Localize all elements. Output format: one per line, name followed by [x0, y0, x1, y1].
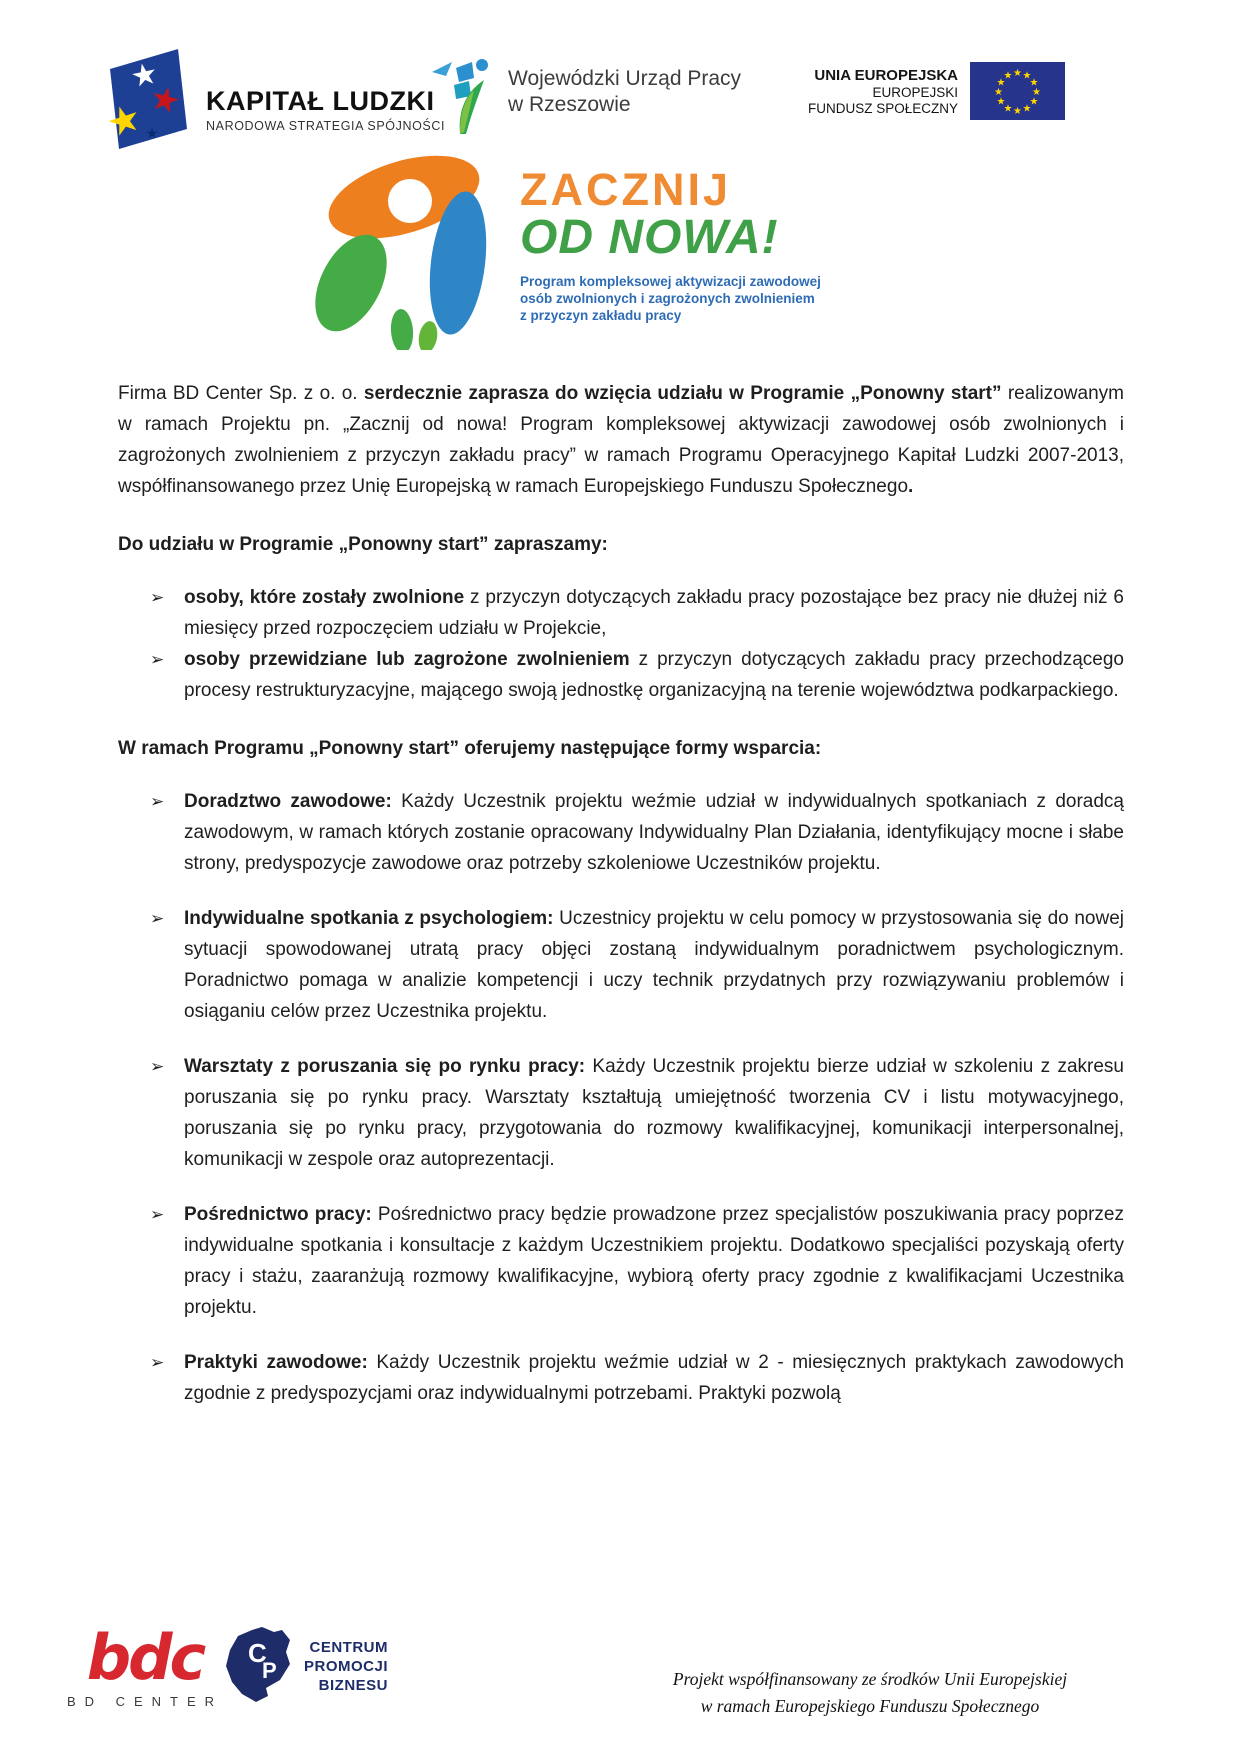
list-item [118, 903, 1124, 1027]
invite-heading: Do udziału w Programie „Ponowny start” zapraszamy: [118, 534, 608, 555]
cofinancing-note [600, 1666, 1140, 1720]
list-item-rest: z przyczyn dotyczących zakładu pracy pozostające bez pracy nie dłużej niż 6 miesięcy przed rozpoczęciem udziału w Projekcie, [184, 587, 1124, 639]
list-item-bold: osoby przewidziane lub zagrożone zwolnieniem [184, 649, 630, 670]
program-title-line2: OD NOWA! [520, 211, 779, 264]
list-item-rest: z przyczyn dotyczących zakładu pracy przechodzącego procesy restrukturyzacyjne, mającego swoją jednostkę organizacyjną na terenie województwa podkarpackiego. [184, 649, 1124, 701]
footer [0, 1618, 1240, 1754]
svg-text:★: ★ [996, 96, 1006, 108]
list-item-bold: osoby, które zostały zwolnione [184, 587, 465, 608]
list-item [118, 786, 1124, 879]
list-item-rest: Uczestnicy projektu w celu pomocy w przystosowania się do nowej sytuacji spowodowanej utratą pracy objęci zostaną indywidualnym poradnictwem psychologicznym. Poradnictwo pomaga w analizie kompetencji i uczy technik przydatnych przy rozwiązywaniu problemów i osiąganiu celów przez Uczestnika projektu. [184, 908, 1124, 1022]
wup-line1: Wojewódzki Urząd Pracy [508, 67, 742, 90]
list-item [118, 644, 1124, 706]
bd-center-caption: BD CENTER [66, 1694, 224, 1709]
svg-text:★: ★ [996, 77, 1006, 89]
bullet-arrow-icon: ➢ [150, 650, 165, 669]
eu-line3: FUNDUSZ SPOŁECZNY [807, 101, 958, 116]
list-item-rest: Każdy Uczestnik projektu bierze udział w szkoleniu z zakresu poruszania się po rynku pracy. Warsztaty kształtują umiejętność tworzenia CV i listu motywacyjnego, poruszania się po rynku pracy, przygotowania do rozmowy kwalifikacyjnej, komunikacji interpersonalnej, komunikacji w zespole oraz autoprezentacji. [184, 1056, 1124, 1170]
cofinancing-note-line2: w ramach Europejskiego Funduszu Społecznego [700, 1696, 1040, 1716]
intro-bold1: serdecznie zaprasza do wzięcia udziału w Programie „Ponowny start” [363, 383, 1002, 404]
wup-line2: w Rzeszowie [508, 93, 631, 116]
wup-rzeszow-logo [430, 52, 741, 141]
list-item-rest: Każdy Uczestnik projektu weźmie udział w indywidualnych spotkaniach z doradcą zawodowym, w ramach których zostanie opracowany Indywidualny Plan Działania, identyfikujący mocne i słabe strony, predyspozycje zawodowe oraz potrzeby szkoleniowe Uczestników projektu. [184, 791, 1124, 874]
program-subtitle-line1: Program kompleksowej aktywizacji zawodowej [520, 274, 821, 289]
svg-text:★: ★ [1029, 96, 1039, 108]
svg-text:★: ★ [1029, 77, 1039, 89]
eu-flag-icon [970, 62, 1065, 125]
list-item-bold: Warsztaty z poruszania się po rynku pracy: [184, 1056, 586, 1077]
list-item-rest: Pośrednictwo pracy będzie prowadzone przez specjalistów poszukiwania pracy poprzez indywidualne spotkania i konsultacje z każdym Uczestnikiem projektu. Dodatkowo specjaliści pozyskają oferty pracy i stażu, zaaranżują rozmowy kwalifikacyjne, wybiorą oferty pracy zgodnie z kwalifikacjami Uczestnika projektu. [184, 1204, 1125, 1318]
bullet-arrow-icon: ➢ [150, 909, 165, 928]
bd-center-wordmark: bdc [86, 1621, 204, 1694]
svg-text:★: ★ [1013, 68, 1022, 79]
svg-text:★: ★ [1013, 106, 1022, 117]
centrum-promocji-biznesu-logo [222, 1626, 388, 1711]
intro-normal2: realizowanym w ramach Projektu pn. „Zacznij od nowa! Program kompleksowej aktywizacji zawodowej osób zwolnionych i zagrożonych zwolnieniem z przyczyn zakładu pracy” w ramach Programu Operacyjnego Kapitał Ludzki 2007-2013, współfinansowanego przez Unię Europejską w ramach Europejskiego Funduszu Społecznego [118, 383, 1124, 497]
svg-text:★: ★ [1032, 87, 1041, 98]
svg-text:★: ★ [1022, 103, 1032, 115]
intro-paragraph [118, 378, 1124, 502]
svg-text:★: ★ [1022, 70, 1032, 82]
list-item [118, 1199, 1124, 1323]
svg-text:★: ★ [994, 87, 1003, 98]
list-item [118, 1051, 1124, 1175]
wup-bird-icon [430, 52, 498, 141]
bullet-arrow-icon: ➢ [150, 792, 165, 811]
cpb-text [304, 1638, 388, 1695]
eu-line2: EUROPEJSKI [872, 85, 958, 100]
cpb-line3: BIZNESU [318, 1677, 389, 1694]
svg-text:★: ★ [101, 96, 147, 147]
cpb-line1: CENTRUM [309, 1639, 389, 1656]
bullet-arrow-icon: ➢ [150, 1353, 165, 1372]
support-list [118, 786, 1124, 1409]
list-item [118, 1347, 1124, 1409]
bullet-arrow-icon: ➢ [150, 1057, 165, 1076]
kapital-ludzki-text [206, 86, 445, 133]
eu-line1: UNIA EUROPEJSKA [814, 67, 958, 84]
program-logo-text [520, 164, 821, 324]
kapital-ludzki-logo [100, 45, 445, 156]
cofinancing-note-line1: Projekt współfinansowany ze środków Unii Europejskiej [672, 1669, 1068, 1689]
cpb-line2: PROMOCJI [304, 1658, 389, 1675]
list-item-bold: Pośrednictwo pracy: [184, 1204, 372, 1225]
svg-text:★: ★ [1003, 70, 1013, 82]
list-item-bold: Praktyki zawodowe: [184, 1352, 368, 1373]
poland-map-icon [222, 1626, 296, 1711]
list-item-bold: Doradztwo zawodowe: [184, 791, 392, 812]
list-item-bold: Indywidualne spotkania z psychologiem: [184, 908, 554, 929]
bullet-arrow-icon: ➢ [150, 588, 165, 607]
kapital-ludzki-title: KAPITAŁ LUDZKI [206, 86, 435, 116]
intro-bold2: . [908, 476, 914, 497]
svg-text:★: ★ [1003, 103, 1013, 115]
invite-list [118, 582, 1124, 706]
eu-esf-text [740, 67, 958, 116]
eu-esf-logo [740, 62, 1065, 125]
svg-text:P: P [262, 1658, 277, 1683]
list-item-rest: Każdy Uczestnik projektu weźmie udział w 2 - miesięcznych praktykach zawodowych zgodnie z predyspozycjami oraz indywidualnymi potrzebami. Praktyki pozwolą [184, 1352, 1124, 1404]
svg-text:★: ★ [145, 125, 159, 141]
header-logos [0, 0, 1240, 150]
kapital-ludzki-flag-icon [100, 45, 192, 156]
program-subtitle-line2: osób zwolnionych i zagrożonych zwolnieniem [520, 291, 815, 306]
svg-text:C: C [248, 1638, 267, 1668]
program-subtitle-line3: z przyczyn zakładu pracy [520, 308, 682, 323]
wup-text [508, 66, 741, 118]
intro-normal1: Firma BD Center Sp. z o. o. [118, 383, 364, 404]
support-heading: W ramach Programu „Ponowny start” oferujemy następujące formy wsparcia: [118, 738, 822, 759]
svg-text:★: ★ [127, 56, 161, 95]
svg-text:★: ★ [145, 78, 185, 123]
list-item [118, 582, 1124, 644]
program-subtitle [520, 273, 821, 324]
program-figure-icon [306, 145, 506, 355]
program-title-line1: ZACZNIJ [520, 164, 731, 215]
document-body [118, 378, 1124, 1433]
program-logo [306, 145, 821, 355]
bd-center-logo [55, 1621, 235, 1709]
bullet-arrow-icon: ➢ [150, 1205, 165, 1224]
kapital-ludzki-subtitle: NARODOWA STRATEGIA SPÓJNOŚCI [206, 119, 446, 133]
